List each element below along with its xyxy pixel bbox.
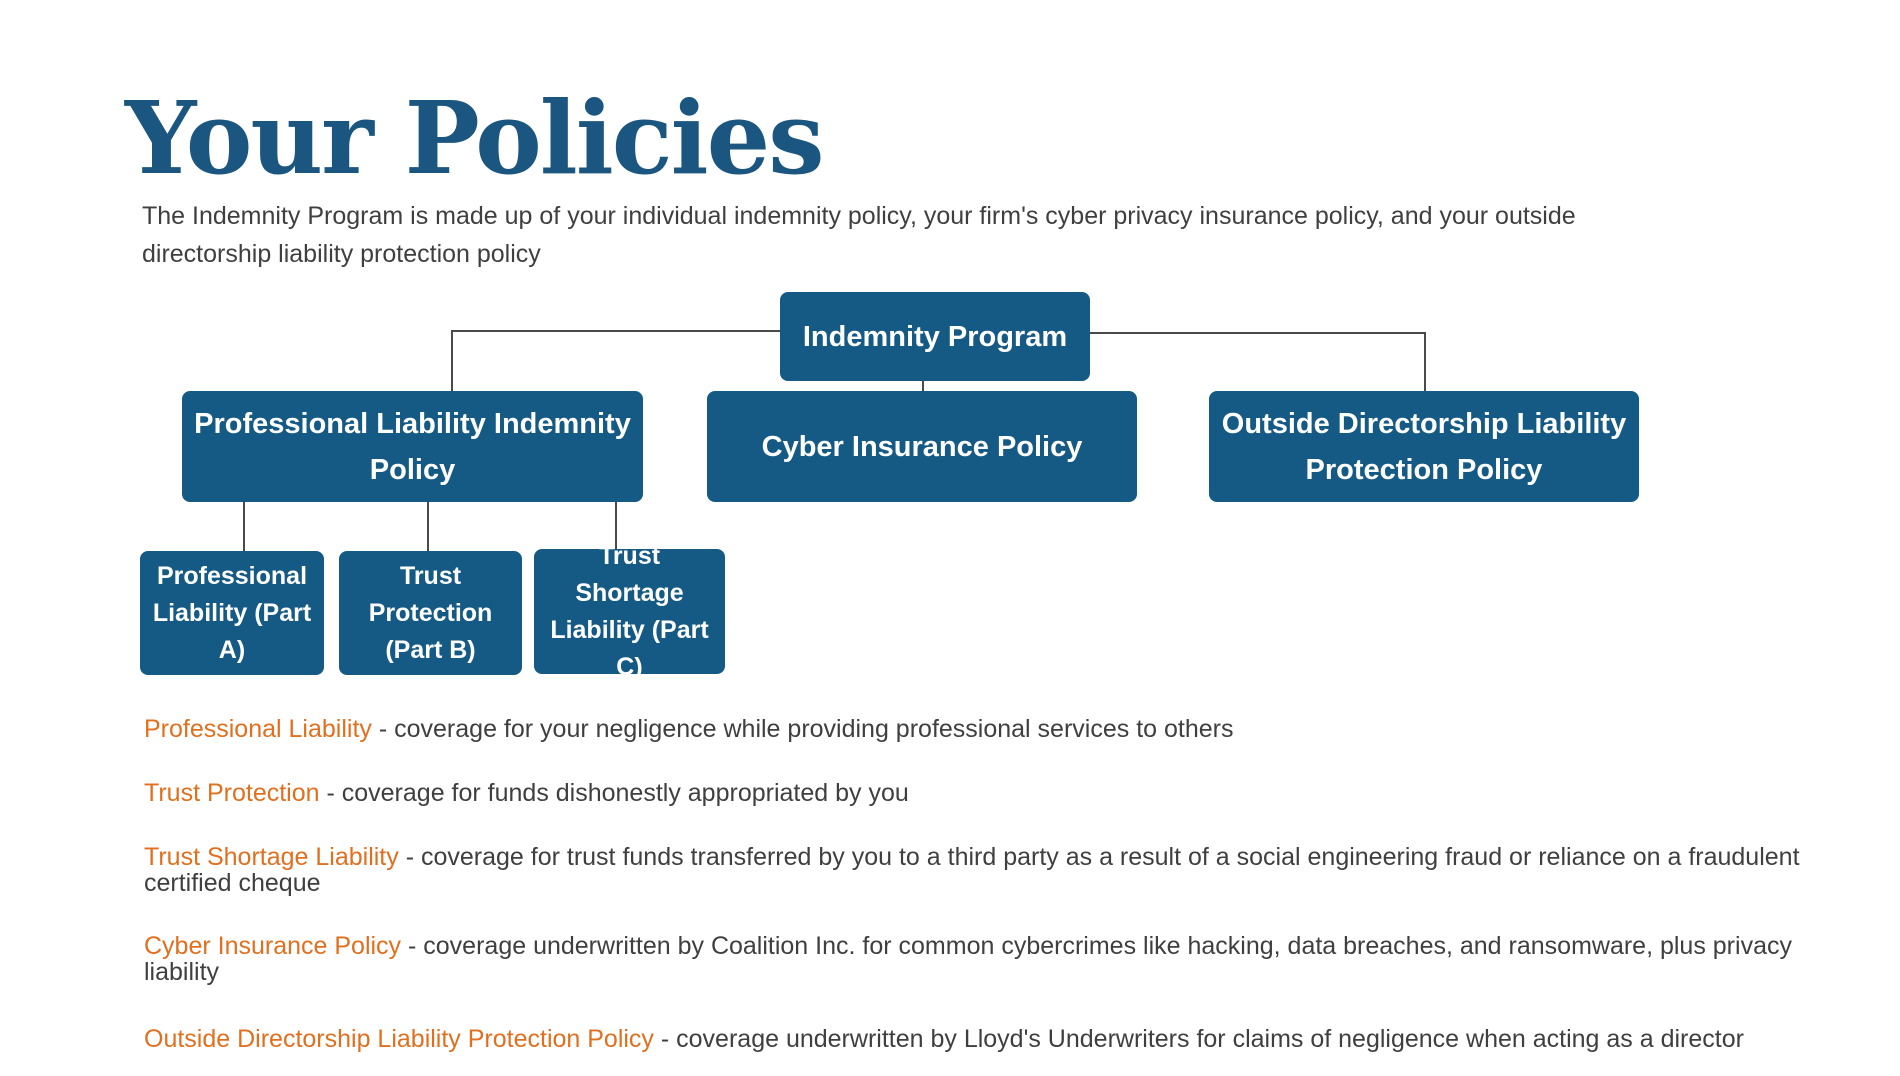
page-title: Your Policies (125, 79, 823, 197)
node-label: Indemnity Program (802, 320, 1068, 353)
node-professional-liability-part-a (140, 551, 324, 675)
node-professional-liability-indemnity-policy (182, 391, 643, 502)
definition-term: Professional Liability (144, 715, 372, 743)
definition-trust-protection (144, 780, 1844, 806)
definition-term: Cyber Insurance Policy (144, 932, 402, 960)
node-label: Trust Shortage Liability (Part C) (550, 541, 709, 681)
definition-text: - coverage for funds dishonestly appropriated by you (319, 779, 909, 807)
definition-trust-shortage-liability (144, 844, 1844, 896)
definition-text: - coverage for trust funds transferred by you to a third party as a result of a social engineering fraud or reliance on a fraudulent certified cheque (144, 843, 1800, 897)
definition-professional-liability (144, 716, 1844, 742)
node-label: Outside Directorship Liability Protection Policy (1221, 407, 1627, 486)
node-label: Professional Liability Indemnity Policy (194, 407, 631, 486)
definition-cyber-insurance-policy (144, 933, 1844, 985)
node-outside-directorship-liability-protection-policy (1209, 391, 1639, 502)
intro-text: The Indemnity Program is made up of your individual indemnity policy, your firm's cyber privacy insurance policy, and your outside directorship liability protection policy (142, 202, 1576, 268)
connector-root-to-professional (452, 331, 780, 391)
node-label: Professional Liability (Part A) (152, 561, 312, 664)
definition-term: Trust Protection (144, 779, 320, 807)
definition-text: - coverage for your negligence while providing professional services to others (371, 715, 1234, 743)
node-trust-protection-part-b (339, 551, 522, 675)
node-cyber-insurance-policy (707, 391, 1137, 502)
definition-outside-directorship (144, 1026, 1844, 1052)
definition-term: Outside Directorship Liability Protection Policy (144, 1025, 654, 1053)
definition-text: - coverage underwritten by Coalition Inc. for common cybercrimes like hacking, data breaches, and ransomware, plus privacy liability (144, 932, 1792, 986)
connector-root-to-outside (1090, 333, 1425, 391)
definition-text: - coverage underwritten by Lloyd's Underwriters for claims of negligence when acting as a director (653, 1025, 1744, 1053)
node-trust-shortage-liability-part-c (534, 541, 725, 681)
node-label: Cyber Insurance Policy (761, 430, 1083, 463)
node-label: Trust Protection (Part B) (368, 561, 493, 664)
definition-term: Trust Shortage Liability (144, 843, 399, 871)
node-indemnity-program (780, 292, 1090, 381)
